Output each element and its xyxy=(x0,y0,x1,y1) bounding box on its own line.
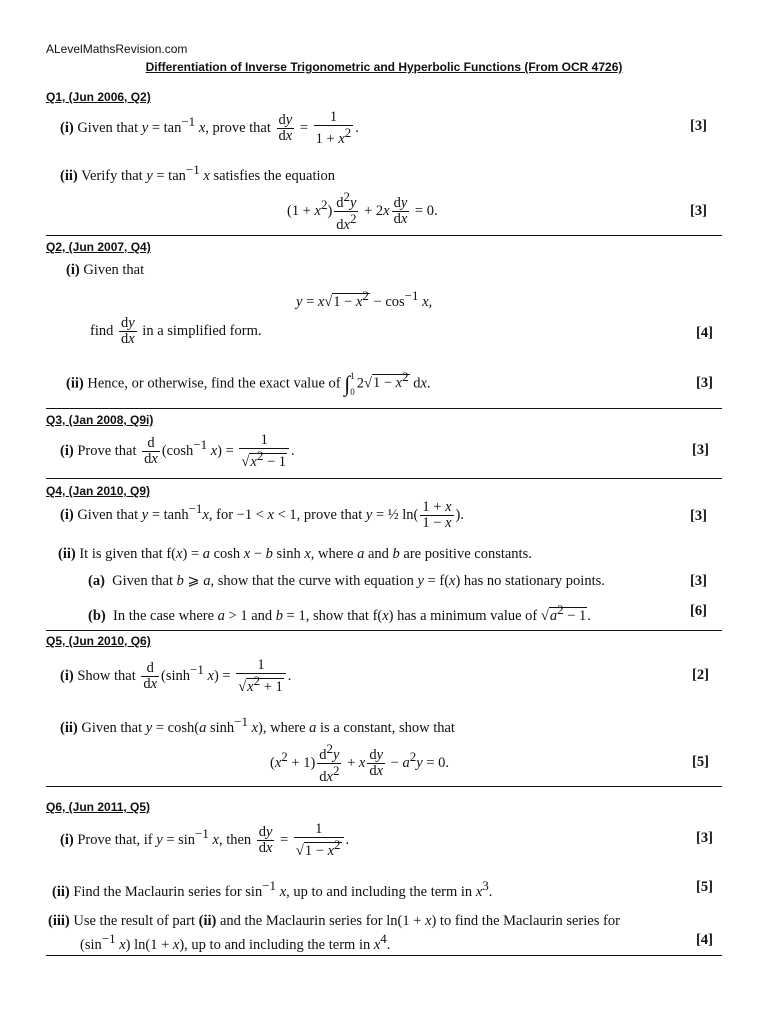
marks: [4] xyxy=(696,325,713,341)
divider xyxy=(46,955,722,956)
marks: [3] xyxy=(690,203,707,219)
marks: [3] xyxy=(696,830,713,846)
divider xyxy=(46,408,722,409)
question-part: (i) Show that $\frac{d}{dx}$ ($\sinh^{-1}$ x) = $\frac{1}{√x^2 + 1}$ . xyxy=(60,657,292,696)
divider xyxy=(46,786,722,787)
question-heading: Q3, (Jan 2008, Q9i) xyxy=(46,413,154,427)
divider xyxy=(46,630,722,631)
question-heading: Q2, (Jun 2007, Q4) xyxy=(46,240,151,254)
document-title: Differentiation of Inverse Trigonometric and Hyperbolic Functions (From OCR 4726) xyxy=(145,60,623,74)
marks: [4] xyxy=(696,932,713,948)
marks: [2] xyxy=(692,667,709,683)
question-part: (ii) It is given that f(x) = a cosh x − b sinh x, where a and b are positive constants. xyxy=(58,546,532,562)
divider xyxy=(46,235,722,236)
question-heading: Q5, (Jun 2010, Q6) xyxy=(46,634,151,648)
question-part: (ii) Verify that $y = \tan^{-1} x$ satisfies the equation xyxy=(60,162,336,184)
marks: [3] xyxy=(690,118,707,134)
marks: [3] xyxy=(692,442,709,458)
equation: $(1 + x^2)$ $\frac{d^2y}{dx^2}$ + 2x $\frac{dy}{dx}$ = 0. xyxy=(287,189,438,233)
question-part: (a) Given that b ⩾ a, show that the curve with equation y = f(x) has no stationary points. xyxy=(88,573,605,589)
marks: [6] xyxy=(690,603,707,619)
question-part: (ii) Hence, or otherwise, find the exact value of ∫1 $02√1 - x^2$ dx. xyxy=(66,369,431,397)
question-heading: Q1, (Jun 2006, Q2) xyxy=(46,90,151,104)
question-heading: Q4, (Jan 2010, Q9) xyxy=(46,484,151,498)
question-part: (iii) Use the result of part (ii) and the Maclaurin series for ln(1 + x) to find the Maclaurin series for xyxy=(48,913,620,929)
equation: $y = x√1 - x^2 - \cos^{-1} x$, xyxy=(296,288,433,310)
marks: [3] xyxy=(690,508,707,524)
question-part: (ii) Find the Maclaurin series for $\sin^{-1} x$, up to and including the term in $x^3$. xyxy=(52,878,493,900)
marks: [3] xyxy=(690,573,707,589)
question-part: (i) Given that $y = \tan^{-1} x$, prove that $\frac{dy}{dx}$ = $\frac{1}{1 + x^2}$ . xyxy=(60,109,359,148)
question-part: (ii) Given that y = cosh(a $\sinh^{-1} x$), where a is a constant, show that xyxy=(60,714,455,736)
question-part: (b) In the case where a > 1 and b = 1, show that f(x) has a minimum value of $√a^2 - 1$. xyxy=(88,602,591,624)
question-part: (i) Prove that, if $y = \sin^{-1} x$, then $\frac{dy}{dx}$ = $\frac{1}{√1 - x^2}$ . xyxy=(60,821,350,860)
equation: $(x^2 + 1)$ $\frac{d^2y}{dx^2}$ + x $\frac{dy}{dx}$ − $a^2y = 0$. xyxy=(270,741,449,785)
question-part: find $\frac{dy}{dx}$ in a simplified form. xyxy=(90,315,262,348)
divider xyxy=(46,478,722,479)
question-part: (i) Given that xyxy=(66,262,145,278)
marks: [5] xyxy=(696,879,713,895)
marks: [3] xyxy=(696,375,713,391)
question-part: (i) Given that $y = \tanh^{-1}x$, for −1 < x < 1, prove that y = ½ ln( $\frac{1 + x}{1 - x}$ ). xyxy=(60,499,464,532)
marks: [5] xyxy=(692,754,709,770)
question-part: (i) Prove that $\frac{d}{dx}$ ($\cosh^{-1}$ x) = $\frac{1}{√x^2 - 1}$ . xyxy=(60,432,295,471)
site-name: ALevelMathsRevision.com xyxy=(46,42,188,56)
question-heading: Q6, (Jun 2011, Q5) xyxy=(46,800,151,814)
question-part: ($\sin^{-1}$ x) ln(1 + x), up to and including the term in $x^4$. xyxy=(80,931,391,953)
